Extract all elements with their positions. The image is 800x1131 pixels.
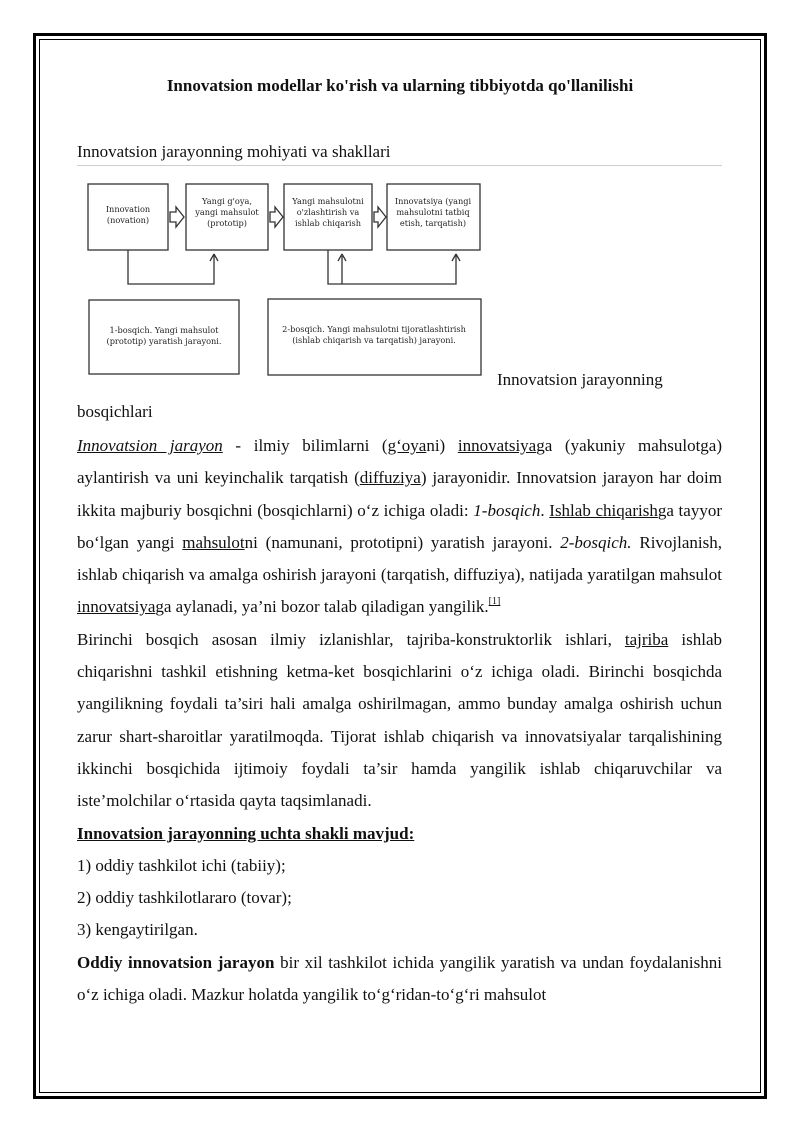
link-goya[interactable]: g‘oya <box>387 436 427 455</box>
box3-line2: o'zlashtirish va <box>296 207 360 217</box>
figure-caption-part2: bosqichlari <box>77 402 153 421</box>
forms-heading: Innovatsion jarayonning uchta shakli mavjud: <box>77 823 415 843</box>
arrow-3-4 <box>374 207 386 227</box>
link-ishlab-chiqarish[interactable]: Ishlab chiqarish <box>549 500 658 520</box>
box-diffusion <box>387 184 480 250</box>
link-diffuziya[interactable]: diffuziya <box>359 468 421 488</box>
stage2-line1: 2-bosqich. Yangi mahsulotni tijoratlashtirish <box>282 324 466 334</box>
link-tajriba[interactable]: tajriba <box>624 629 669 649</box>
box2-line3: (prototip) <box>207 218 247 228</box>
term-link[interactable]: Innovatsion jarayon <box>77 436 223 455</box>
box2-line2: yangi mahsulot <box>195 207 259 217</box>
stage1-line1: 1-bosqich. Yangi mahsulot <box>109 325 219 335</box>
box4-line2: mahsulotni tatbiq <box>396 207 470 217</box>
document-body <box>77 430 722 1011</box>
box-production <box>284 184 372 250</box>
box1-line1: Innovation <box>105 204 151 214</box>
arrow-2-3 <box>270 207 283 227</box>
figure-caption-part1: Innovatsion jarayonning <box>497 370 663 389</box>
form-item-2: 2) oddiy tashkilotlararo (tovar); <box>77 888 292 908</box>
box-new-idea <box>186 184 268 250</box>
innovation-process-diagram <box>80 176 490 381</box>
stage2-line2: (ishlab chiqarish va tarqatish) jarayoni. <box>292 335 456 345</box>
connector-stage2 <box>328 250 456 284</box>
link-innovatsiya-2[interactable]: innovatsiya <box>77 597 156 617</box>
section-subheading: Innovatsion jarayonning mohiyati va shakllari <box>77 142 391 161</box>
paragraph-definition: Innovatsion jarayon - ilmiy bilimlarni (g‘oyani) innovatsiyaga (yakuniy mahsulotga) aylantirish va uni keyinchalik tarqatish (diffuziya) jarayonidir. Innovatsion jarayon har doim ikkita majburiy bosqichni (bosqichlarni) o‘z ichiga oladi: 1-bosqich. Ishlab chiqarishga tayyor bo‘lgan yangi mahsulotni (namunani, prototipni) yaratish jarayoni. 2-bosqich. Rivojlanish, ishlab chiqarish va amalga oshirish jarayoni (tarqatish, diffuziya), natijada yaratilgan mahsulot innovatsiyaga aylanadi, ya’ni bozor talab qiladigan yangilik.[1] <box>77 436 723 617</box>
document-title: Innovatsion modellar ko'rish va ularning tibbiyotda qo'llanilishi <box>166 76 634 95</box>
box2-line1: Yangi g'oya, <box>202 196 252 206</box>
box4-line3: etish, tarqatish) <box>399 218 467 228</box>
paragraph-simple-process: Oddiy innovatsion jarayon bir xil tashkilot ichida yangilik yaratish va undan foydalanishni o‘z ichiga oladi. Mazkur holatda yangilik to‘g‘ridan-to‘g‘ri mahsulot <box>77 952 722 1005</box>
arrow-1-2 <box>170 207 184 227</box>
stage1-line2: (prototip) yaratish jarayoni. <box>106 336 222 346</box>
box3-line1: Yangi mahsulotni <box>292 196 364 206</box>
paragraph-stages: Birinchi bosqich asosan ilmiy izlanishlar, tajriba-konstruktorlik ishlari, tajriba ishlab chiqarishni tashkil etishning ketma-ket bosqichlarini o‘z ichiga oladi. Birinchi bosqichda yangilikning foydali ta’siri hali amalga oshirilmagan, ammo bunday amalga oshirish uchun zarur shart-sharoitlar yaratilmoqda. Tijorat ishlab chiqarish va innovatsiyalar tarqalishining ikkinchi bosqichida ijtimoiy foydali ta’sir hamda yangilik ishlab chiqaruvchilar va iste’molchilar o‘rtasida qayta taqsimlanadi. <box>77 629 722 811</box>
section-divider <box>77 165 722 166</box>
form-item-3: 3) kengaytirilgan. <box>77 920 198 940</box>
box1-line2: (novation) <box>106 215 150 225</box>
box3-line3: ishlab chiqarish <box>294 218 362 228</box>
link-innovatsiya[interactable]: innovatsiya <box>457 436 537 455</box>
box4-line1: Innovatsiya (yangi <box>394 196 472 206</box>
form-item-1: 1) oddiy tashkilot ichi (tabiiy); <box>77 855 286 875</box>
link-mahsulot[interactable]: mahsulot <box>182 532 245 552</box>
connector-stage1 <box>128 250 214 284</box>
footnote-ref[interactable]: [1] <box>488 596 501 608</box>
